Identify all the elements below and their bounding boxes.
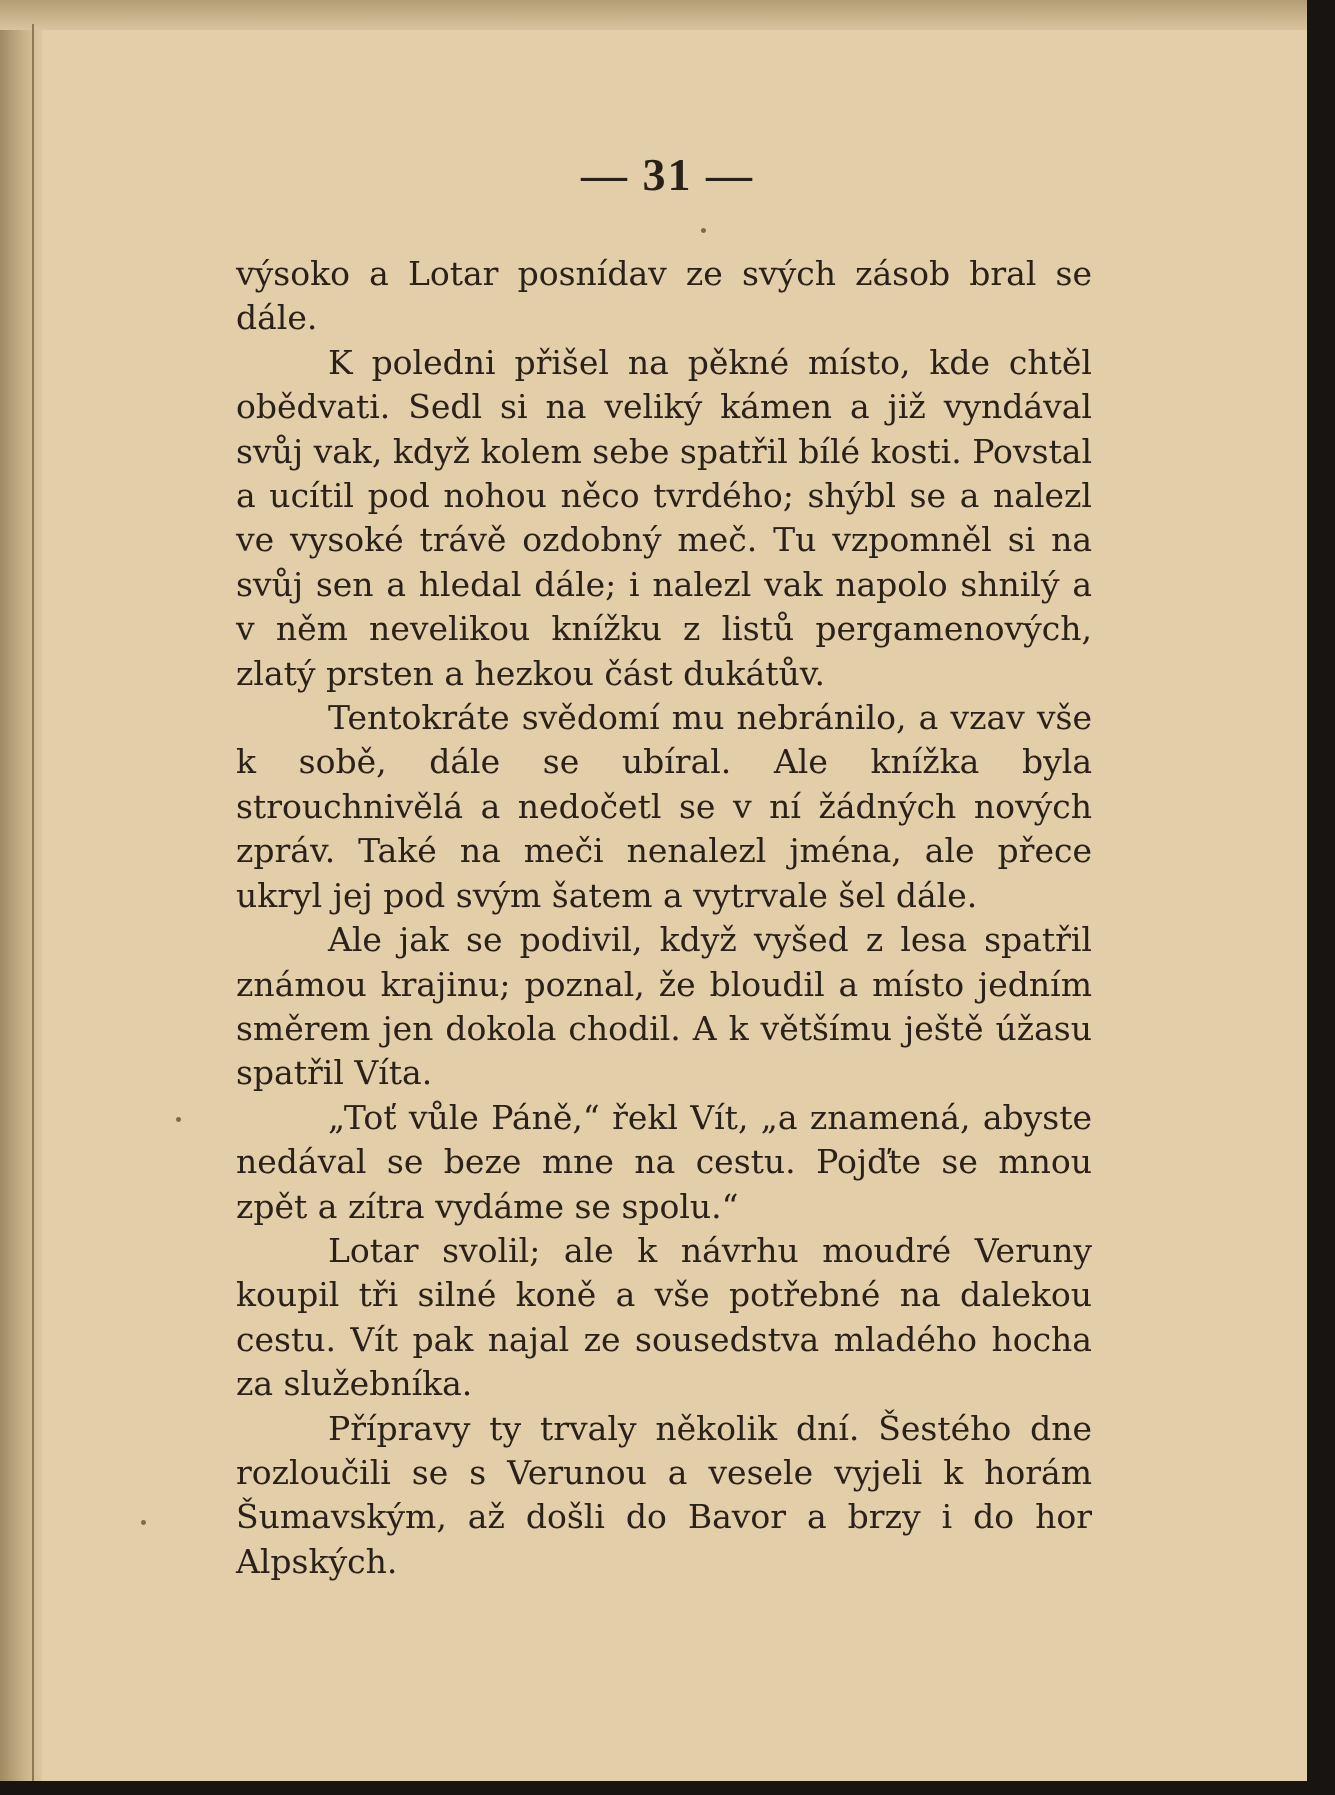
page-top-shadow — [0, 0, 1335, 30]
paragraph: Přípravy ty trvaly několik dní. Šestého dne rozloučili se s Verunou a vesele vyjeli k horám Šumavským, až došli do Bavor a brzy i do hor Alpských. — [236, 1408, 1092, 1581]
paragraph: Lotar svolil; ale k návrhu moudré Veruny koupil tři silné koně a vše potřebné na dalekou cestu. Vít pak najal ze sousedstva mladého hocha za služebníka. — [236, 1230, 1092, 1404]
paragraph: Ale jak se podivil, když vyšed z lesa spatřil známou krajinu; poznal, že bloudil a místo jedním směrem jen dokola chodil. A k většímu ještě úžasu spatřil Víta. — [236, 920, 1092, 1093]
scan-border-bottom — [0, 1781, 1335, 1795]
page-fold-line — [32, 24, 34, 1784]
page-number: — 31 — — [581, 149, 754, 200]
paragraph: Tentokráte svědomí mu nebránilo, a vzav vše k sobě, dále se ubíral. Ale knížka byla strouchnivělá a nedočetl se v ní žádných nových zpráv. Také na meči nenalezl jména, ale přece ukryl jej pod svým šatem a vytrvale šel dále. — [236, 698, 1092, 915]
paper-speck — [701, 228, 706, 233]
paragraph: K poledni přišel na pěkné místo, kde chtěl obědvati. Sedl si na veliký kámen a již vyndával svůj vak, když kolem sebe spatřil bílé kosti. Povstal a ucítil pod nohou něco tvrdého; shýbl se a nalezl ve vysoké trávě ozdobný meč. Tu vzpomněl si na svůj sen a hledal dále; i nalezl vak napolo shnilý a v něm nevelikou knížku z listů pergamenových, zlatý prsten a hezkou část dukátův. — [236, 342, 1092, 693]
scan-border-right — [1307, 0, 1335, 1795]
paragraph: výsoko a Lotar posnídav ze svých zásob bral se dále. — [236, 254, 1092, 338]
page-gutter-shadow — [0, 0, 42, 1795]
body-text — [236, 252, 1092, 1584]
paper-speck — [141, 1520, 146, 1525]
paragraph: „Toť vůle Páně,“ řekl Vít, „a znamená, abyste nedával se beze mne na cestu. Pojďte se mnou zpět a zítra vydáme se spolu.“ — [236, 1097, 1092, 1226]
paper-speck — [176, 1117, 181, 1122]
